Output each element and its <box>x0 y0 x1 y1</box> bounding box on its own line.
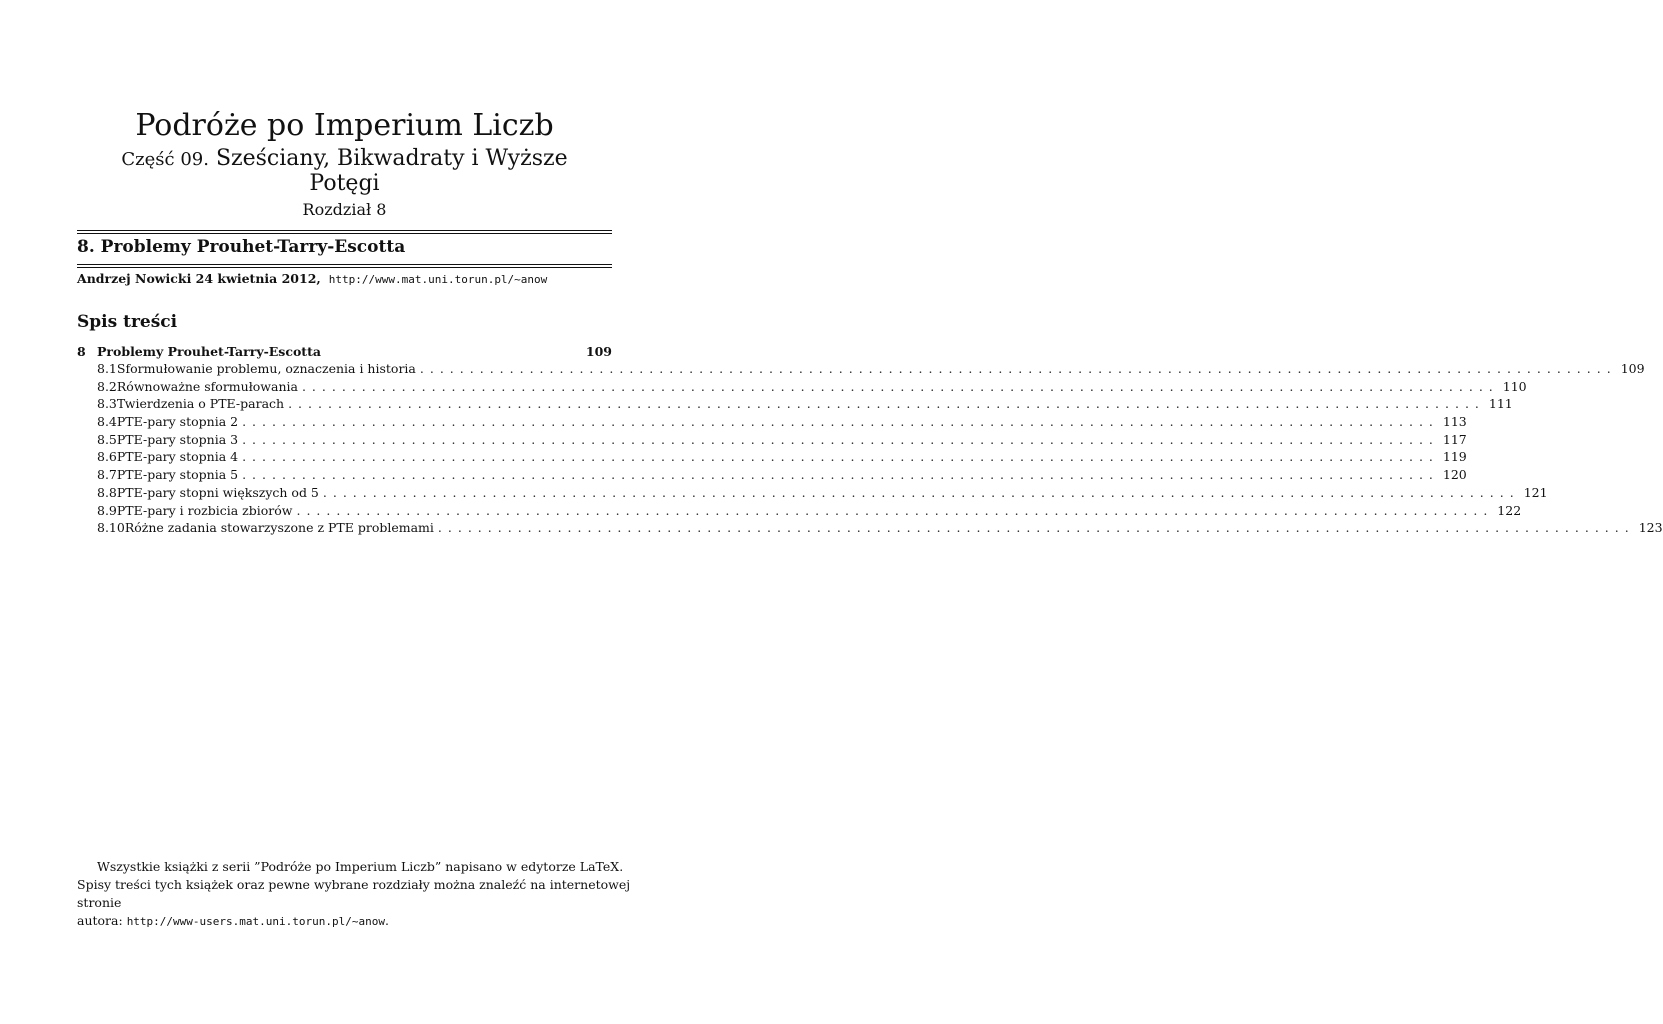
footer-line-2: Spisy treści tych książek oraz pewne wybrane rozdziały można znaleźć na internetowej stronie <box>77 877 631 910</box>
table-of-contents <box>77 343 1663 537</box>
toc-entry-number: 8.6 <box>97 449 117 465</box>
footer-line-3 <box>77 912 637 931</box>
toc-entry[interactable] <box>77 484 1548 502</box>
rule-mid-1 <box>77 264 612 265</box>
toc-chapter-entry[interactable] <box>77 343 612 360</box>
rule-top-2 <box>77 233 612 234</box>
footer-prefix: autora: <box>77 913 123 928</box>
toc-entry[interactable] <box>77 360 1645 378</box>
toc-chapter-number: 8 <box>77 344 86 359</box>
toc-entry-label: Równoważne sformułowania <box>116 378 298 394</box>
toc-entry[interactable] <box>77 519 1663 537</box>
toc-entry-page: 117 <box>1442 431 1467 447</box>
toc-entry-number: 8.2 <box>97 378 117 394</box>
toc-entry-label: PTE-pary i rozbicia zbiorów <box>116 502 293 518</box>
toc-entry-page: 122 <box>1497 502 1522 518</box>
toc-dot-leader: ........................................................................................................................ <box>301 378 1499 394</box>
toc-entry-number: 8.9 <box>97 502 117 518</box>
toc-dot-leader: ........................................................................................................................ <box>288 396 1485 412</box>
book-title: Podróże po Imperium Liczb <box>135 108 554 143</box>
toc-entry-page: 121 <box>1523 484 1548 500</box>
toc-dot-leader: ........................................................................................................................ <box>437 520 1635 536</box>
chapter-heading: 8. Problemy Prouhet-Tarry-Escotta <box>77 237 406 257</box>
footer-line-1: Wszystkie książki z serii ”Podróże po Imperium Liczb” napisano w edytorze LaTeX. <box>97 859 624 874</box>
author-line <box>77 271 612 288</box>
toc-dot-leader: ........................................................................................................................ <box>296 502 1494 518</box>
toc-entry-label: Sformułowanie problemu, oznaczenia i historia <box>116 361 416 376</box>
part-label: Część 09. <box>121 149 209 170</box>
toc-entry-number: 8.10 <box>97 520 125 536</box>
toc-entry[interactable] <box>77 448 1467 466</box>
part-title-line1: Sześciany, Bikwadraty i Wyższe <box>215 146 568 171</box>
toc-entry-page: 120 <box>1442 467 1467 483</box>
toc-dot-leader: ........................................................................................................................ <box>242 449 1439 465</box>
toc-entry-number: 8.7 <box>97 467 117 483</box>
author-date: Andrzej Nowicki 24 kwietnia 2012, <box>77 271 321 286</box>
toc-entry-label: PTE-pary stopnia 3 <box>116 431 239 447</box>
toc-entry-page: 109 <box>1620 361 1645 376</box>
part-title-line2: Potęgi <box>309 171 380 196</box>
toc-entry-page: 113 <box>1442 414 1467 430</box>
toc-dot-leader: ........................................................................................................................ <box>242 467 1439 483</box>
footer-suffix: . <box>384 913 389 928</box>
toc-entry-page: 119 <box>1442 449 1467 465</box>
toc-dot-leader: ........................................................................................................................ <box>242 431 1439 447</box>
toc-entry-number: 8.5 <box>97 431 117 447</box>
toc-entry-number: 8.3 <box>97 396 117 412</box>
rule-top-1 <box>77 230 612 231</box>
toc-entry-label: PTE-pary stopnia 2 <box>116 414 239 430</box>
toc-entry-number: 8.4 <box>97 414 117 430</box>
toc-entry-label: Różne zadania stowarzyszone z PTE problemami <box>124 520 434 536</box>
toc-entry[interactable] <box>77 378 1527 396</box>
toc-dot-leader: ........................................................................................................................ <box>419 361 1617 376</box>
toc-chapter-page: 109 <box>585 344 612 359</box>
toc-entry-page: 123 <box>1638 520 1663 536</box>
toc-chapter-label: Problemy Prouhet-Tarry-Escotta <box>97 344 321 359</box>
toc-entry-number: 8.8 <box>97 484 117 500</box>
toc-entry-label: PTE-pary stopnia 4 <box>116 449 239 465</box>
toc-entry[interactable] <box>77 466 1467 484</box>
toc-entry[interactable] <box>77 502 1522 520</box>
toc-entry[interactable] <box>77 395 1513 413</box>
chapter-label: Rozdział 8 <box>302 200 387 219</box>
toc-entry-page: 110 <box>1502 378 1527 394</box>
toc-entry-page: 111 <box>1488 396 1513 412</box>
toc-entry[interactable] <box>77 431 1467 449</box>
toc-entry-label: PTE-pary stopnia 5 <box>116 467 239 483</box>
toc-entry[interactable] <box>77 413 1467 431</box>
author-url[interactable]: http://www.mat.uni.torun.pl/~anow <box>328 273 548 286</box>
footer-url[interactable]: http://www-users.mat.uni.torun.pl/~anow <box>126 915 385 928</box>
rule-mid-2 <box>77 267 612 268</box>
part-title <box>77 147 612 196</box>
toc-entry-label: PTE-pary stopni większych od 5 <box>116 484 319 500</box>
toc-dot-leader: ........................................................................................................................ <box>242 414 1439 430</box>
toc-entry-number: 8.1 <box>97 361 117 376</box>
document-page <box>77 0 1663 1024</box>
toc-heading: Spis treści <box>77 312 178 332</box>
toc-dot-leader: ........................................................................................................................ <box>322 484 1520 500</box>
footer-note <box>77 858 637 931</box>
toc-entry-label: Twierdzenia o PTE-parach <box>116 396 285 412</box>
toc-entries <box>77 360 1663 537</box>
